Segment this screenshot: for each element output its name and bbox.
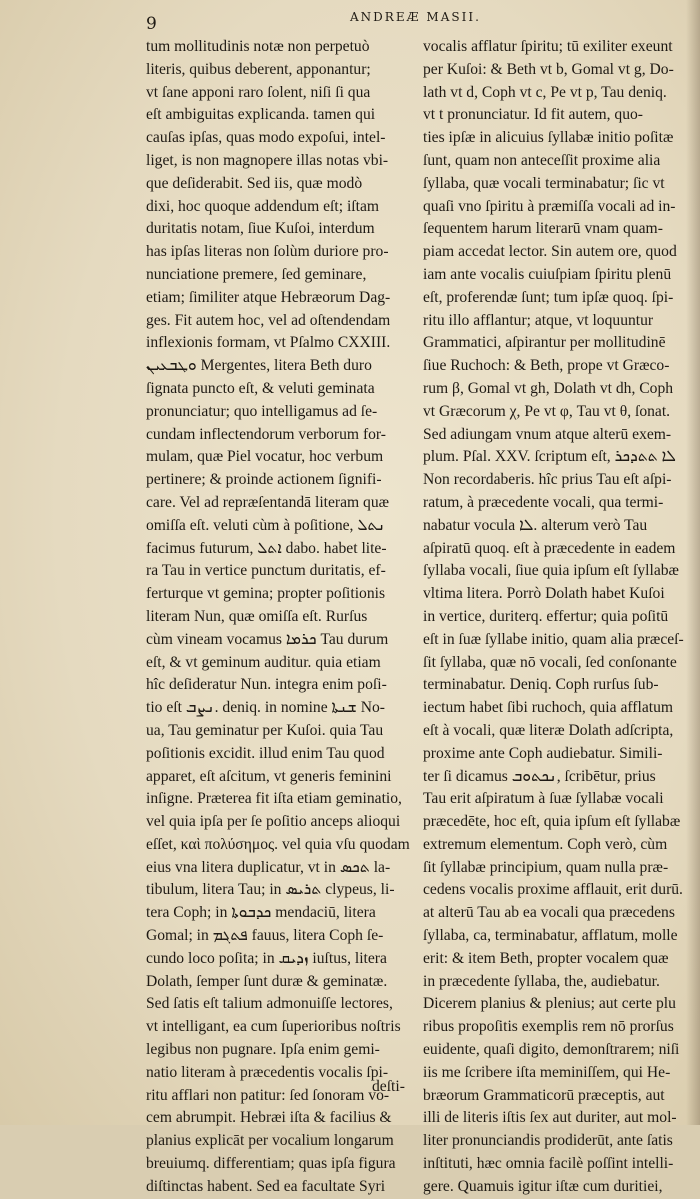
text-line: pronunciatur; quo intelligamus ad ſe- [146, 402, 378, 420]
text-line: ferturque vt gemina; propter poſitionis [146, 585, 386, 603]
text-line: cundo loco poſita; in ܙܕܝܩ iuſtus, litera [146, 949, 387, 967]
text-line: ܘܛܒܥܝܢ Mergentes, litera Beth duro [146, 357, 372, 375]
left-text-column [146, 36, 410, 1199]
text-line: care. Vel ad repræſentandā literam quæ [146, 493, 390, 511]
text-line: aſpiratū quoq. eſt à præcedente in eadem [423, 539, 676, 557]
text-line: eſt à vocali, quæ literæ Dolath adſcripta, [423, 721, 674, 739]
text-line: extremum elementum. Coph verò, cùm [423, 835, 668, 853]
text-line: ua, Tau geminatur per Kuſoi. quia Tau [146, 721, 384, 739]
text-line: vt t pronunciatur. Id fit autem, quo- [423, 106, 643, 124]
text-line: diſtinctas habent. Sed ea facultate Syri [146, 1177, 386, 1195]
text-line: tum mollitudinis notæ non perpetuò [146, 38, 370, 55]
text-line: lath vt d, Coph vt c, Pe vt p, Tau deniq. [423, 83, 667, 101]
text-line: breuiumq. differentiam; quas ipſa figura [146, 1155, 396, 1173]
text-line: piam accedat lector. Sin autem ore, quod [423, 243, 677, 261]
text-line: nunciatione premere, ſed geminare, [146, 265, 367, 283]
text-line: ritu illo afflantur; atque, vt loquuntur [423, 311, 654, 329]
text-line: vocalis afflatur ſpiritu; tū exiliter exeunt [423, 38, 673, 55]
running-head: ANDREÆ MASII. [350, 10, 481, 24]
text-line: erit: & item Beth, propter vocalem quæ [423, 949, 669, 967]
text-line: eſt, proferendæ ſunt; tum ipſæ quoq. ſpi- [423, 288, 674, 306]
page-edge-shadow [686, 0, 700, 1125]
text-line: eius vna litera duplicatur, vt in ܬܟܣ la- [146, 858, 391, 876]
text-line: nabatur vocula ܠܐ. alterum verò Tau [423, 516, 648, 534]
text-line: eſt, & vt geminum auditur. quia etiam [146, 653, 381, 671]
text-line: ritu afflari non patitur: ſed ſonoram vo- [146, 1086, 390, 1104]
text-line: ges. Fit autem hoc, vel ad oſtendendam [146, 311, 391, 329]
text-line: quaſi vno ſpiritu à præmiſſa vocali ad in- [423, 197, 676, 215]
text-line: ſyllaba, ca, terminabatur, afflatum, molle [423, 927, 678, 945]
text-line: Dicerem planius & plenius; aut certe plu [423, 995, 676, 1013]
text-line: planius explicāt per vocalium longarum [146, 1132, 394, 1150]
text-line: at alterū Tau ab ea vocali qua præcedens [423, 904, 675, 922]
text-line: ratum, à præcedente vocali, qua termi- [423, 493, 664, 511]
text-line: ter ſi dicamus ܢܟܬܘܒ, ſcribētur, prius [423, 767, 656, 785]
text-line: in vertice, duriterq. effertur; quia poſitū [423, 607, 669, 625]
text-line: ties ipſæ in alicuius ſyllabæ initio poſitæ [423, 129, 674, 147]
text-line: eſt ambiguitas explicanda. tamen qui [146, 106, 376, 124]
text-line: euidente, quaſi digito, demonſtrarem; niſi [423, 1041, 680, 1059]
text-line: proxime ante Coph audiebatur. Simili- [423, 744, 663, 762]
text-line: vt ſane apponi raro ſolent, niſi ſi qua [146, 83, 371, 101]
text-line: terminabatur. Deniq. Coph rurſus ſub- [423, 676, 659, 694]
text-line: ſunt, quam non anteceſſit proxime alia [423, 151, 661, 169]
text-line: Tau erit aſpiratum à ſuæ ſyllabæ vocali [423, 790, 664, 808]
text-line: etiam; ſimiliter atque Hebræorum Dag- [146, 288, 391, 306]
text-line: cùm vineam vocamus ܟܪܡܐ Tau durum [146, 630, 389, 648]
page-number: 9 [146, 14, 157, 34]
text-line: literam Nun, quæ omiſſa eſt. Rurſus [146, 607, 368, 625]
text-line: cauſas ipſas, quas modo expoſui, intel- [146, 129, 386, 147]
text-line: natio literam à præcedentis vocalis ſpi- [146, 1063, 389, 1081]
right-text-column [423, 36, 685, 1199]
text-line: duritatis notam, ſiue Kuſoi, interdum [146, 220, 375, 238]
text-line: ſyllaba vocali, ſiue quia ipſum eſt ſyllabæ [423, 562, 679, 580]
text-line: tio eſt ܢܨܒ. deniq. in nomine ܫܢܬܐ No- [146, 699, 385, 717]
text-line: ſignata puncto eſt, & veluti geminata [146, 379, 375, 397]
text-line: liget, is non magnopere illas notas vbi- [146, 151, 389, 169]
text-line: liter pronunciandis prodiderūt, ante ſatis [423, 1132, 673, 1150]
text-line: ribus propoſitis exemplis rem nō prorſus [423, 1018, 674, 1036]
text-line: que deſiderabit. Sed iis, quæ modò [146, 174, 363, 192]
text-line: omiſſa eſt. veluti cùm à poſitione, ܢܬܠ [146, 516, 386, 534]
text-line: eſſet, καὶ πολύσημος. vel quia vſu quodam [146, 835, 410, 853]
text-line: inſtituti, hæc omnia facilè poſſint intelli- [423, 1155, 674, 1173]
text-line: ſit ſyllabæ principium, quam nulla præ- [423, 858, 669, 876]
text-line: ſequentem harum literarū vnam quam- [423, 220, 663, 238]
text-line: vltima litera. Porrò Dolath habet Kuſoi [423, 585, 665, 603]
text-line: bræorum Grammaticorū præceptis, aut [423, 1086, 665, 1104]
text-line: dixi, hoc quoque addendum eſt; iſtam [146, 197, 379, 215]
text-line: vel quia ipſa per ſe poſitio anceps alioqui [146, 813, 401, 831]
text-line: illi de literis iſtis ſex aut duriter, aut mol- [423, 1109, 677, 1127]
text-line: hîc deſideratur Nun. integra enim poſi- [146, 676, 387, 694]
text-line: Sed adiungam vnum atque alterū exem- [423, 425, 672, 443]
text-line: iectum habet ſibi ruchoch, quia afflatum [423, 699, 673, 717]
text-line: Non recordaberis. hîc prius Tau eſt aſpi- [423, 471, 672, 489]
text-line: ſiue Ruchoch: & Beth, prope vt Græco- [423, 357, 670, 375]
text-line: facimus futurum, ܐܬܠ dabo. habet lite- [146, 539, 387, 557]
text-line: poſitionis excidit. illud enim Tau quod [146, 744, 385, 762]
text-line: cundam inflectendorum verborum for- [146, 425, 387, 443]
text-line: pertinere; & proinde actionem ſignifi- [146, 471, 382, 489]
text-line: ſit ſyllaba, quæ nō vocali, ſed conſonante [423, 653, 677, 671]
text-line: legibus non pugnare. Ipſa enim gemi- [146, 1041, 380, 1059]
text-line: gere. Quamuis igitur iſtæ cum duritiei, [423, 1177, 663, 1195]
text-line: inſigne. Præterea fit iſta etiam geminatio, [146, 790, 402, 808]
text-line: tera Coph; in ܟܕܒܘܬܐ mendaciū, litera [146, 904, 376, 922]
text-line: literis, quibus deberent, apponantur; [146, 60, 371, 78]
text-line: vt intelligant, ea cum ſuperioribus noſtris [146, 1018, 401, 1036]
text-line: cem abrumpit. Hebræi iſta & facilius & [146, 1109, 392, 1127]
text-line: cedens vocalis proxime afflauit, erit durū. [423, 881, 683, 899]
text-line: Grammatici, aſpirantur per mollitudinē [423, 334, 666, 352]
text-line: apparet, eſt aſcitum, vt generis feminini [146, 767, 392, 785]
text-line: vt Græcorum χ, Pe vt φ, Tau vt θ, ſonat. [423, 402, 671, 420]
text-line: plum. Pſal. XXV. ſcriptum eſt, ܠܐ ܬܬܕܟܪ [423, 448, 676, 466]
text-line: in præcedente ſyllaba, the, audiebatur. [423, 972, 660, 990]
text-line: inflexionis formam, vt Pſalmo CXXIII. [146, 334, 391, 352]
text-line: rum β, Gomal vt gh, Dolath vt dh, Coph [423, 379, 674, 397]
text-line: Dolath, ſemper ſunt duræ & geminatæ. [146, 972, 388, 990]
text-line: per Kuſoi: & Beth vt b, Gomal vt g, Do- [423, 60, 674, 78]
text-line: ſyllaba, quæ vocali terminabatur; ſic vt [423, 174, 665, 192]
text-line: præcedēte, hoc eſt, quia ipſum eſt ſyllabæ [423, 813, 681, 831]
text-line: has ipſas literas non ſolùm duriore pro- [146, 243, 389, 261]
text-line: tibulum, litera Tau; in ܬܪܝܣ clypeus, li- [146, 881, 395, 899]
text-line: eſt in ſuæ ſyllabe initio, quam alia præceſ- [423, 630, 684, 648]
text-line: iis me ſcribere iſta meminiſſem, qui He- [423, 1063, 671, 1081]
catchword: deſti- [372, 1078, 405, 1095]
text-line: Sed ſatis eſt talium admonuiſſe lectores, [146, 995, 393, 1013]
text-line: mulam, quæ Piel vocatur, hoc verbum [146, 448, 384, 466]
text-line: ra Tau in vertice punctum duritatis, ef- [146, 562, 386, 580]
text-line: Gomal; in ܦܬܓܡ fauus, litera Coph ſe- [146, 927, 384, 945]
text-line: iam ante vocalis cuiuſpiam ſpiritu plenū [423, 265, 672, 283]
